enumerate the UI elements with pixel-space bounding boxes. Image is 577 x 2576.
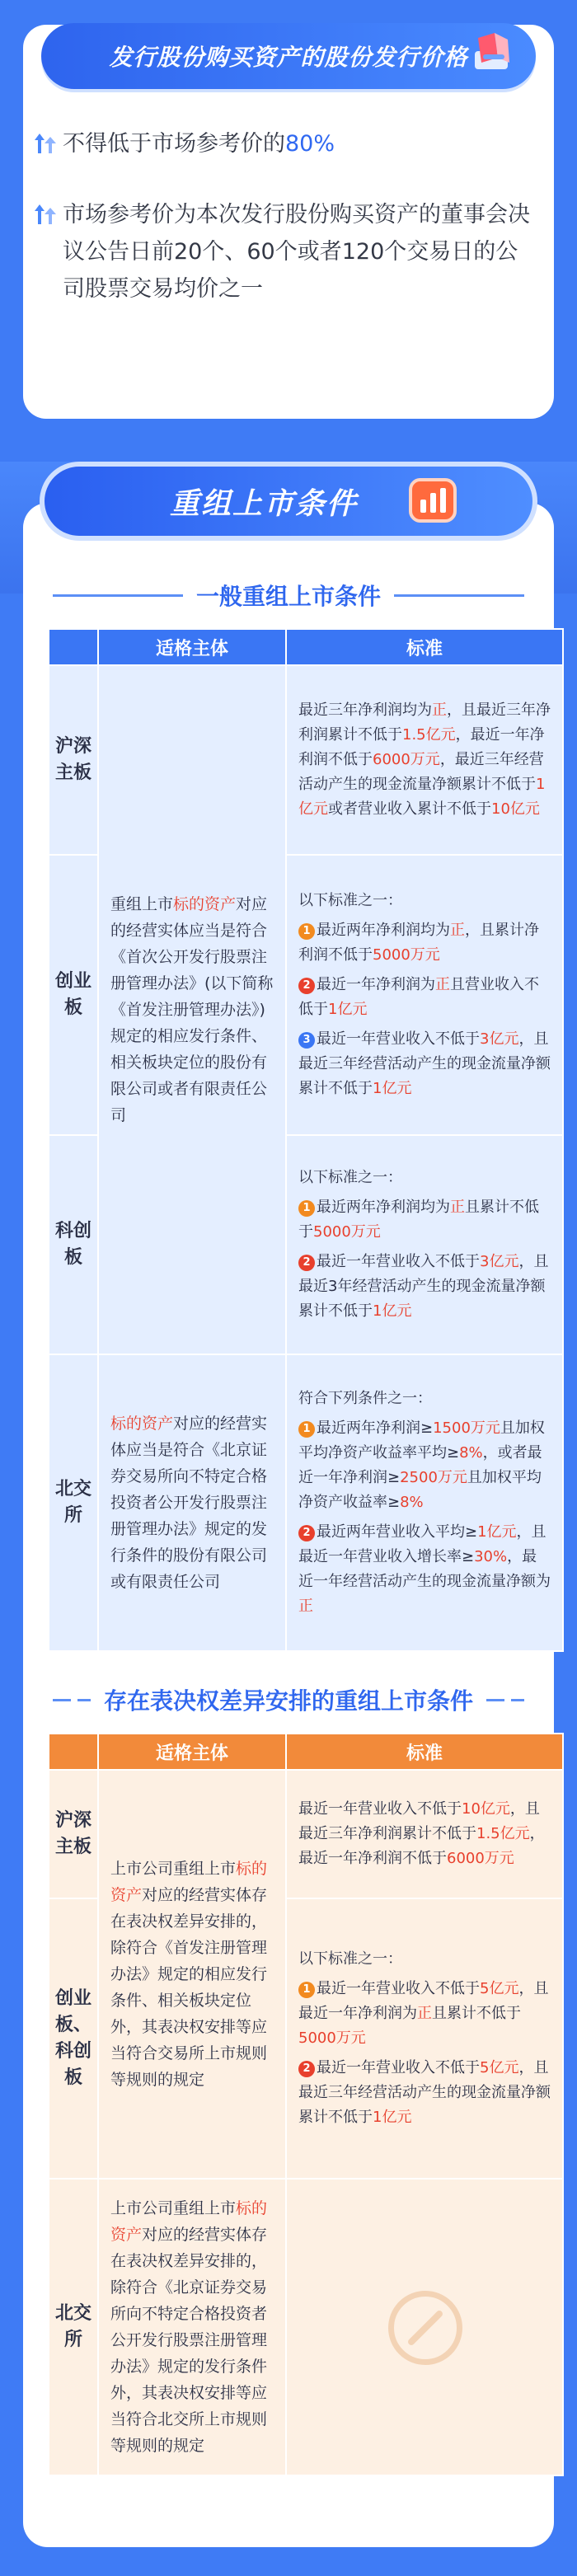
price-rule-item-2 — [63, 196, 532, 307]
standard-text: 且营业收入不低于 — [298, 976, 539, 1018]
standard-text: ，最近一年净利润不低于 — [298, 1825, 545, 1867]
divider — [394, 594, 524, 597]
listing-conditions-card — [23, 486, 554, 2547]
standard-text: 最近一年净利润为 — [317, 976, 435, 993]
standard-cell — [286, 1135, 563, 1354]
standard-intro: 以下标准之一： — [298, 1169, 402, 1186]
standard-highlight: 1亿元 — [477, 1523, 517, 1541]
subject-highlight: 标的资产 — [173, 895, 237, 913]
voting-rights-table — [48, 1733, 564, 2476]
table-header-standard: 标准 — [286, 629, 563, 665]
standard-text: 且累计不低于 — [432, 2005, 521, 2022]
standard-text: ，且最近三年净利润累计不低于 — [298, 701, 551, 744]
standard-text: 最近一年营业收入不低于 — [317, 1980, 480, 1997]
standard-highlight: 8% — [400, 1494, 424, 1511]
standard-highlight: 正 — [450, 1199, 465, 1216]
number-badge-icon: 1 — [298, 1982, 315, 1998]
standard-highlight: 1亿元 — [373, 1302, 412, 1320]
standard-highlight: 10亿元 — [462, 1800, 510, 1818]
standard-text: 最近一年营业收入不低于 — [298, 1800, 462, 1818]
standard-highlight: 30% — [474, 1548, 508, 1565]
region-label: 沪深主板 — [49, 1770, 98, 1898]
standard-text: 最近一年营业收入不低于 — [317, 2059, 480, 2076]
number-badge-icon: 3 — [298, 1032, 315, 1049]
subject-highlight: 标的资产 — [110, 1860, 268, 1904]
standard-text: ，且最近三年经营活动产生的现金流量净额累计不低于 — [298, 2059, 551, 2126]
standard-text: 最近一年营业收入不低于 — [317, 1030, 480, 1048]
table-header-row — [49, 1734, 563, 1770]
criterion-item — [298, 918, 551, 968]
voting-rights-heading — [53, 1683, 524, 1716]
standard-highlight: 2500万元 — [400, 1469, 467, 1486]
price-rule-text-2: 市场参考价为本次发行股份购买资产的董事会决议公告日前20个、60个或者120个交易日的公司股票交易均价之一 — [63, 202, 530, 302]
arrow-up-icon — [35, 204, 56, 224]
standard-text: ，最近一年经营活动产生的现金流量净额为 — [298, 1548, 551, 1590]
standard-text: ，且最近一年营业收入增长率≥ — [298, 1523, 547, 1565]
standard-text: 最近两年净利润≥ — [317, 1419, 434, 1437]
number-badge-icon: 1 — [298, 1421, 315, 1438]
criterion-item — [298, 1977, 551, 2051]
general-conditions-heading-text: 一般重组上市条件 — [196, 583, 382, 610]
standard-cell — [286, 855, 563, 1135]
standard-highlight: 1亿元 — [328, 1001, 368, 1018]
criterion-item — [298, 2056, 551, 2130]
standard-highlight: 5亿元 — [480, 2059, 519, 2076]
price-rule-text-1: 不得低于市场参考价的 — [63, 131, 285, 157]
standard-highlight: 5000万元 — [313, 1223, 381, 1241]
standard-highlight: 1.5亿元 — [476, 1825, 530, 1842]
subject-cell — [98, 2179, 286, 2475]
criterion-item — [298, 973, 551, 1022]
standard-highlight: 1亿元 — [298, 776, 546, 818]
cube-icon — [470, 30, 516, 76]
issue-price-title-bar — [41, 23, 536, 89]
issue-price-title: 发行股份购买资产的股份发行价格 — [109, 44, 468, 71]
number-badge-icon: 2 — [298, 2061, 315, 2077]
voting-rights-heading-text: 存在表决权差异安排的重组上市条件 — [104, 1687, 474, 1715]
table-row — [49, 1770, 563, 1898]
standard-text: 且加权平均净资产收益率平均≥ — [298, 1419, 545, 1462]
region-label: 创业板、科创板 — [49, 1898, 98, 2179]
standard-text: ，最近一年净利润不低于 — [298, 726, 545, 768]
subject-cell — [98, 1770, 286, 2179]
not-applicable-icon — [388, 2291, 462, 2365]
standard-cell — [286, 665, 563, 855]
standard-highlight: 正 — [432, 701, 447, 719]
standard-cell — [286, 1770, 563, 1898]
number-badge-icon: 1 — [298, 923, 315, 940]
standard-text: 或者营业收入累计不低于 — [328, 800, 491, 818]
standard-highlight: 8% — [459, 1444, 483, 1462]
criterion-item — [298, 1416, 551, 1515]
standard-highlight: 1亿元 — [373, 2109, 412, 2126]
general-conditions-heading — [53, 579, 524, 612]
subject-cell — [98, 665, 286, 1354]
standard-highlight: 1500万元 — [433, 1419, 500, 1437]
standard-text: ，且最近3年经营活动产生的现金流量净额累计不低于 — [298, 1253, 549, 1320]
table-row — [49, 2179, 563, 2475]
standard-text: ，且最近一年净利润为 — [298, 1980, 549, 2022]
criterion-item — [298, 1195, 551, 1245]
standard-text: 且累计不低于 — [298, 1199, 539, 1241]
standard-text: 最近两年净利润均为 — [317, 1199, 450, 1216]
standard-highlight: 6000万元 — [373, 751, 440, 768]
price-rule-item-1 — [63, 125, 532, 162]
standard-highlight: 正 — [450, 922, 465, 939]
number-badge-icon: 2 — [298, 1525, 315, 1541]
subject-text: 对应的经营实体应当是符合《北京证券交易所向不特定合格投资者公开发行股票注册管理办法》规定的发行条件的股份有限公司或有限责任公司 — [110, 1415, 268, 1591]
subject-text: 上市公司重组上市 — [110, 1860, 237, 1878]
subject-highlight: 标的资产 — [110, 2199, 268, 2244]
standard-highlight: 正 — [417, 2005, 432, 2022]
table-header-subject: 适格主体 — [98, 1734, 286, 1770]
subject-cell — [98, 1354, 286, 1651]
standard-highlight: 正 — [298, 1598, 313, 1615]
standard-text: 最近两年营业收入平均≥ — [317, 1523, 478, 1541]
standard-highlight: 3亿元 — [480, 1253, 519, 1270]
standard-highlight: 6000万元 — [447, 1850, 514, 1867]
standard-text: 最近两年净利润均为 — [317, 922, 450, 939]
standard-highlight: 10亿元 — [491, 800, 540, 818]
standard-intro: 以下标准之一： — [298, 1950, 402, 1968]
divider — [486, 1699, 524, 1701]
standard-text: 最近三年净利润均为 — [298, 701, 432, 719]
issue-price-card — [23, 25, 554, 419]
criterion-item — [298, 1520, 551, 1619]
table-header-blank — [49, 629, 98, 665]
subject-text: 对应的经营实体存在表决权差异安排的，除符合《首发注册管理办法》规定的相应发行条件、相关板块定位外，其表决权安排等应当符合交易所上市规则等规则的规定 — [110, 1886, 268, 2089]
table-row — [49, 665, 563, 855]
subject-text: 对应的经营实体存在表决权差异安排的，除符合《北京证券交易所向不特定合格投资者公开发行股票注册管理办法》规定的发行条件外，其表决权安排等应当符合北交所上市规则等规则的规定 — [110, 2226, 268, 2455]
standard-highlight: 5000万元 — [298, 2029, 366, 2047]
standard-text: ，且累计净利润不低于 — [298, 922, 539, 964]
standard-highlight: 3亿元 — [480, 1030, 519, 1048]
standard-text: ，且最近三年经营活动产生的现金流量净额累计不低于 — [298, 1030, 551, 1097]
divider — [53, 594, 183, 597]
price-rule-percent: 80% — [285, 131, 335, 157]
standard-highlight: 1.5亿元 — [402, 726, 456, 744]
criterion-item — [298, 1250, 551, 1324]
standard-cell — [286, 1354, 563, 1651]
standard-text: ，或者最近一年净利润≥ — [298, 1444, 542, 1486]
region-label: 科创板 — [49, 1135, 98, 1354]
standard-highlight: 5亿元 — [480, 1980, 519, 1997]
subject-text: 上市公司重组上市 — [110, 2199, 237, 2217]
divider — [53, 1699, 91, 1701]
standard-text: ，且最近三年净利润累计不低于 — [298, 1800, 540, 1842]
table-header-blank — [49, 1734, 98, 1770]
bar-chart-icon — [406, 475, 460, 526]
subject-text: 对应的经营实体应当是符合《首次公开发行股票注册管理办法》(以下简称《首发注册管理办法》)规定的相应发行条件、相关板块定位的股份有限公司或者有限责任公司 — [110, 895, 274, 1124]
standard-intro: 以下标准之一： — [298, 892, 402, 909]
region-label: 北交所 — [49, 1354, 98, 1651]
listing-conditions-title-bar — [40, 462, 537, 541]
criterion-item — [298, 1027, 551, 1101]
table-row — [49, 1354, 563, 1651]
number-badge-icon: 2 — [298, 1255, 315, 1271]
standard-cell-empty — [286, 2179, 563, 2475]
region-label: 创业板 — [49, 855, 98, 1135]
table-header-subject: 适格主体 — [98, 629, 286, 665]
number-badge-icon: 2 — [298, 978, 315, 994]
general-conditions-table — [48, 628, 564, 1652]
standard-text: 且加权平均净资产收益率≥ — [298, 1469, 542, 1511]
standard-highlight: 5000万元 — [373, 946, 440, 964]
number-badge-icon: 1 — [298, 1200, 315, 1217]
standard-text: ，最近三年经营活动产生的现金流量净额累计不低于 — [298, 751, 544, 793]
standard-cell — [286, 1898, 563, 2179]
subject-text: 重组上市 — [110, 895, 174, 913]
listing-conditions-title: 重组上市条件 — [169, 486, 358, 521]
region-label: 沪深主板 — [49, 665, 98, 855]
standard-highlight: 正 — [435, 976, 450, 993]
table-header-row — [49, 629, 563, 665]
subject-highlight: 标的资产 — [110, 1415, 174, 1433]
standard-highlight: 1亿元 — [373, 1080, 412, 1097]
standard-intro: 符合下列条件之一： — [298, 1390, 432, 1407]
standard-text: 最近一年营业收入不低于 — [317, 1253, 480, 1270]
arrow-up-icon — [35, 134, 56, 153]
region-label: 北交所 — [49, 2179, 98, 2475]
table-header-standard: 标准 — [286, 1734, 563, 1770]
